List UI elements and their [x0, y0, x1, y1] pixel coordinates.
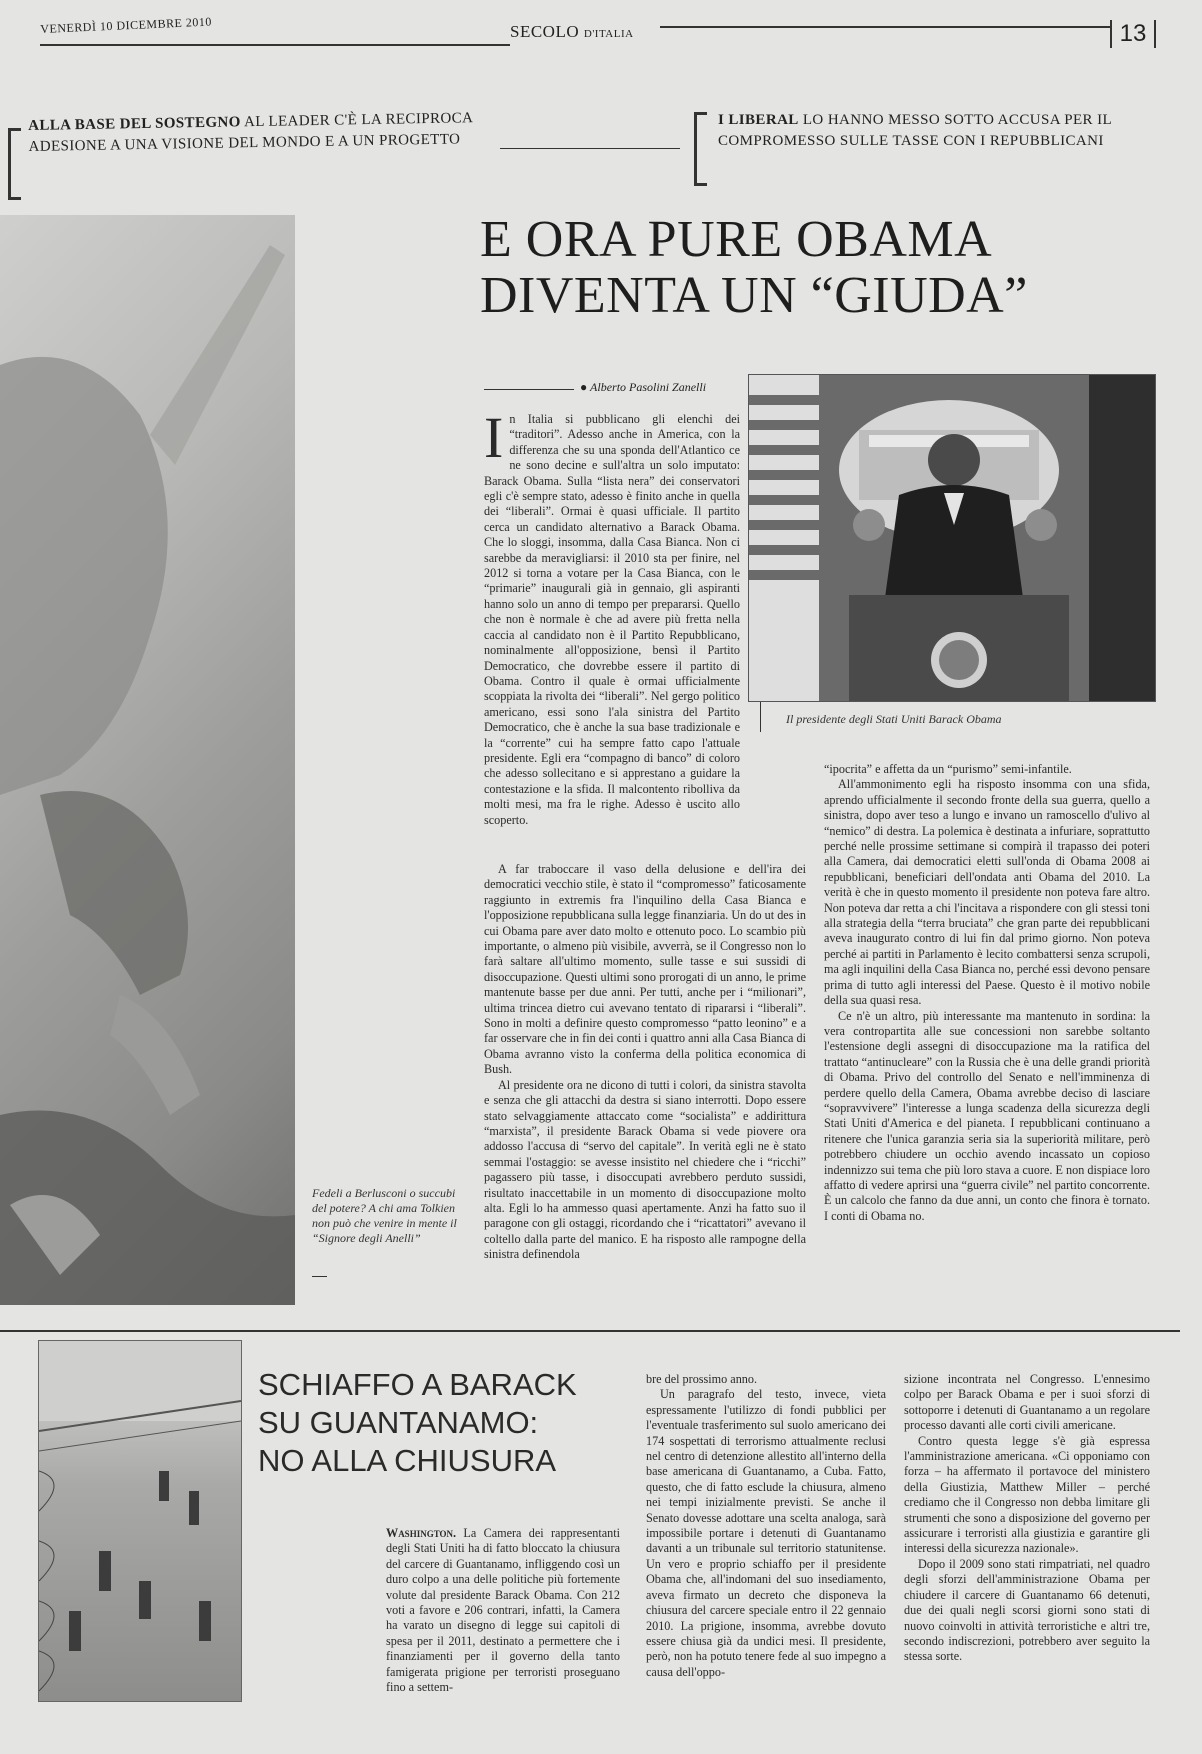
main-headline: [480, 212, 1160, 324]
masthead-rule-left: [40, 44, 510, 46]
main-col2-p2: All'ammonimento egli ha risposto insomma con una sfida, aprendo ufficialmente il secondo fronte della sua guerra, quello a sinistra, dopo aver teso a lungo e invano un ramoscello d'ulivo al “nemico” di destra. La polemica è destinata a infuriare, soprattutto perché nelle prossime settimane si compirà il trapasso dei poteri alla Camera, dai democratici eletti sull'onda di Obama 2008 ai repubblicani, beneficiari dell'ondata anti Obama del 2010. La verità è che in questo momento il presidente non poteva fare altro. Non poteva dar retta a chi l'incitava a rispondere con gli stessi toni alla strategia della “terra bruciata” che gran parte dei repubblicani aveva inaugurato contro di lui fin dal primo giorno. Non poteva perché ai partiti in Parlamento è lecito combattersi senza scrupoli, ma agli inquilini della Casa Bianca no, perché essi devono pensare prima di tutto agli interessi del Paese. Questo è il motivo nobile della sua quasi resa.: [824, 777, 1150, 1008]
tolkien-photo-art: [0, 215, 295, 1305]
main-col1-p2: A far traboccare il vaso della delusione e dell'ira dei democratici vecchio stile, è stato il “compromesso” faticosamente raggiunto in extremis fra l'inquilino della Casa Bianca e l'opposizione repubblicana sulla legge finanziaria. Un do ut des in cui Obama pare aver dato molto e ottenuto poco. Lo scambio più importante, o almeno più visibile, avverrà, se il Congresso non lo farà saltare all'ultimo momento, sulle tasse e sui sussidi di disoccupazione. Questi ultimi sono prorogati di un anno, le prime mantenute basse per due anni. Per tutti, anche per i “milionari”, ultima trincea dietro cui avevano tentato di ripararsi i “liberali”. Sono in molti a definire questo compromesso “patto leonino” e a far osservare che in fin dei conti i quattro anni alla Casa Bianca di Obama avranno visto la conferma della politica economica di Bush.: [484, 862, 806, 1077]
dropcap: I: [484, 405, 504, 470]
kicker-right: [718, 110, 1148, 152]
second-col2-p2: Un paragrafo del testo, invece, vieta espressamente l'utilizzo di fondi pubblici per l'eventuale trasferimento sul suolo americano dei 174 sospettati di terrorismo attualmente reclusi nel centro di detenzione allestito all'interno della base americana di Guantanamo, a Cuba. Fatto, questo, che di fatto esclude la chiusura, almeno nei tempi inizialmente previsti. Se anche il Senato dovesse adottare una scelta analoga, sarà impossibile portare i detenuti di Guantanamo davanti a un tribunale sul territorio statunitense. Un vero e proprio schiaffo per il presidente Obama che, all'indomani del suo insediamento, aveva firmato un decreto che disponeva la chiusura del carcere speciale entro il 22 gennaio 2010. La prigione, insomma, avrebbe dovuto essere chiusa già da undici mesi. Il presidente, però, non ha potuto tenere fede al suo impegno a causa dell'oppo-: [646, 1387, 886, 1679]
second-headline-line3: NO ALLA CHIUSURA: [258, 1443, 557, 1478]
main-headline-line1: E ORA PURE OBAMA: [480, 211, 993, 268]
masthead-title: [510, 22, 634, 42]
kicker-right-bracket: [694, 112, 707, 186]
left-caption-rule: [312, 1276, 327, 1277]
byline: ● Alberto Pasolini Zanelli: [580, 380, 707, 394]
main-headline-line2: DIVENTA UN “GIUDA”: [480, 267, 1028, 324]
second-col3-p3: Dopo il 2009 sono stati rimpatriati, nel quadro degli sforzi dell'amministrazione Obama per chiudere il carcere di Guantanamo 66 detenuti, due dei quali negli scorsi giorni sono stati di nuovo coinvolti in attività terroristiche e altri tre, secondo indiscrezioni, potrebbero aver seguito la stessa sorte.: [904, 1556, 1150, 1664]
page-number: 13: [1110, 20, 1156, 48]
main-col2: [824, 762, 1150, 1224]
obama-photo-art: [749, 375, 1155, 701]
second-col3-p2: Contro questa legge s'è già espressa l'amministrazione americana. «Ci opponiamo con forza – ha affermato il portavoce del ministero della Giustizia, Matthew Miller – perché crediamo che il Congresso non debba limitare gli strumenti che sono a disposizione del governo per assicurare i terroristi alla giustizia e garantire gli interessi della sicurezza nazionale».: [904, 1433, 1150, 1556]
kicker-right-bold: I LIBERAL: [718, 112, 799, 128]
left-photo-caption: Fedeli a Berlusconi o succubi del potere? A chi ama Tolkien non può che venire in mente il “Signore degli Anelli”: [312, 1186, 457, 1245]
masthead-date: VENERDÌ 10 DICEMBRE 2010: [40, 14, 213, 36]
byline-rule: [484, 389, 574, 390]
second-headline-line2: SU GUANTANAMO:: [258, 1405, 539, 1440]
kicker-divider: [500, 148, 680, 149]
main-col1-top: [484, 405, 740, 828]
obama-photo-caption: Il presidente degli Stati Uniti Barack Obama: [786, 712, 1002, 726]
section-divider: [0, 1330, 1180, 1332]
guantanamo-photo: [38, 1340, 242, 1702]
second-headline: [258, 1366, 638, 1480]
masthead-rule-right: [660, 26, 1110, 28]
kicker-left: [28, 108, 499, 158]
second-col2-p1: bre del prossimo anno.: [646, 1372, 758, 1386]
kicker-left-bracket: [8, 128, 21, 200]
second-col1: [386, 1526, 620, 1695]
second-headline-line1: SCHIAFFO A BARACK: [258, 1367, 577, 1402]
main-col2-p3: Ce n'è un altro, più interessante ma mantenuto in sordina: la vera contropartita alle sue concessioni non sarebbe soltanto l'estensione degli assegni di disoccupazione ma la ratifica del trattato “antinucleare” con la Russia che è una delle grandi priorità di Obama. Privo del controllo del Senato e nell'imminenza di perdere quello della Camera, Obama avrebbe deciso di lasciare “sopravvivere” l'interesse a lunga scadenza della sicurezza degli Stati Uniti d'America e del pianeta. I repubblicani continuano a ritenere che l'unica garanzia seria sia la superiorità militare, però potrebbero chiudere un occhio avendo incassato un copioso indennizzo sui tema che più loro stava a cuore. E non dispiace loro affatto di vedere aprirsi una “guerra civile” nel partito concorrente. È un calcolo che fanno da due anni, un conto che finora è tornato. I conti di Obama no.: [824, 1008, 1150, 1223]
main-col1-bottom: [484, 862, 806, 1263]
obama-photo: [748, 374, 1156, 702]
masthead-title-main: SECOLO: [510, 22, 580, 41]
main-col1-p3: Al presidente ora ne dicono di tutti i colori, da sinistra stavolta e senza che gli attacchi da destra si siano interrotti. Dopo essere stato selvaggiamente attaccato come “socialista” e addirittura “marxista”, il presidente Barack Obama si vede piovere ora addosso l'accusa di “servo del capitale”. In verità egli ne è stato semmai l'ostaggio: se avesse insistito nel chiedere che i “ricchi” pagassero più tasse, i disoccupati avrebbero perduto sussidi, risultato inaccettabile in un momento di disoccupazione molto alta. Egli lo ha ammesso quasi apertamente. Anzi ha fatto suo il paragone con gli ostaggi, ricordando che i “ricattatori” avevano il coltello dalla parte del manico. E ha risposto alle rampogne della sinistra definendola: [484, 1077, 806, 1262]
main-col2-p1: “ipocrita” e affetta da un “purismo” semi-infantile.: [824, 762, 1072, 776]
obama-caption-rule: [760, 702, 761, 732]
second-col1-text: La Camera dei rappresentanti degli Stati Uniti ha di fatto bloccato la chiusura del carcere di Guantanamo, infliggendo così un duro colpo a una delle politiche più fortemente volute dal presidente Barack Obama. Con 212 voti a favore e 206 contrari, infatti, la Camera ha varato un disegno di legge sui capitoli di spesa per il 2011, destinato a permettere che i finanziamenti per il governo della tanto famigerata prigione per terroristi proseguano fino a settem-: [386, 1526, 621, 1695]
kicker-right-text: LO HANNO MESSO SOTTO ACCUSA PER IL COMPROMESSO SULLE TASSE CON I REPUBBLICANI: [718, 112, 1112, 149]
masthead-title-small: D'ITALIA: [583, 28, 634, 40]
kicker-left-text: AL LEADER C'È LA RECIPROCA ADESIONE A UNA VISIONE DEL MONDO E A UN PROGETTO: [28, 110, 473, 155]
second-col2: [646, 1372, 886, 1680]
second-col3-p1: sizione incontrata nel Congresso. L'ennesimo colpo per Barack Obama e per i suoi sforzi di sottoporre i detenuti di Guantanamo a un regolare processo davanti alle corti civili americane.: [904, 1372, 1150, 1433]
byline-author: Alberto Pasolini Zanelli: [590, 380, 707, 394]
tolkien-photo: [0, 215, 295, 1305]
kicker-left-bold: ALLA BASE DEL SOSTEGNO: [28, 114, 241, 134]
second-col3: [904, 1372, 1150, 1665]
dateline: Washington.: [386, 1526, 457, 1540]
guantanamo-photo-art: [39, 1341, 241, 1701]
main-col1-p1: n Italia si pubblicano gli elenchi dei “traditori”. Adesso anche in America, con la differenza che su una sponda dell'Atlantico ce ne sono decine e sull'altra un solo imputato: Barack Obama. Sulla “lista nera” dei conservatori egli c'è sempre stato, adesso è finito anche in quella dei “liberali”. Ormai è quasi ufficiale. Il partito cerca un candidato alternativo a Barack Obama. Che lo sloggi, insomma, dalla Casa Bianca. Non ci sarebbe da meravigliarsi: il 2010 sta per finire, nel 2012 si torna a votare per la Casa Bianca, con le “primarie” inaugurali già in gennaio, gli aspiranti hanno solo un anno di tempo per prepararsi. Quello che non è normale è che ad avere più fretta nella caccia al candidato non è il Partito Repubblicano, nominalmente all'opposizione, bensì il Partito Democratico, che dovrebbe essere il partito di Obama. Contro il quale è ormai ufficialmente scoppiata la rivolta dei “liberali”. Nel gergo politico americano, essi sono l'ala sinistra del Partito Democratico, che è anche la sua base tradizionale e la “corrente” cui ha sempre fatto capo l'attuale presidente. Egli era “compagno di banco” di coloro che adesso sollecitano e si apprestano a guidare la contestazione e la sfida. Il malcontento ribolliva da molti mesi, ma fra le righe. Adesso è uscito allo scoperto.: [484, 412, 740, 827]
